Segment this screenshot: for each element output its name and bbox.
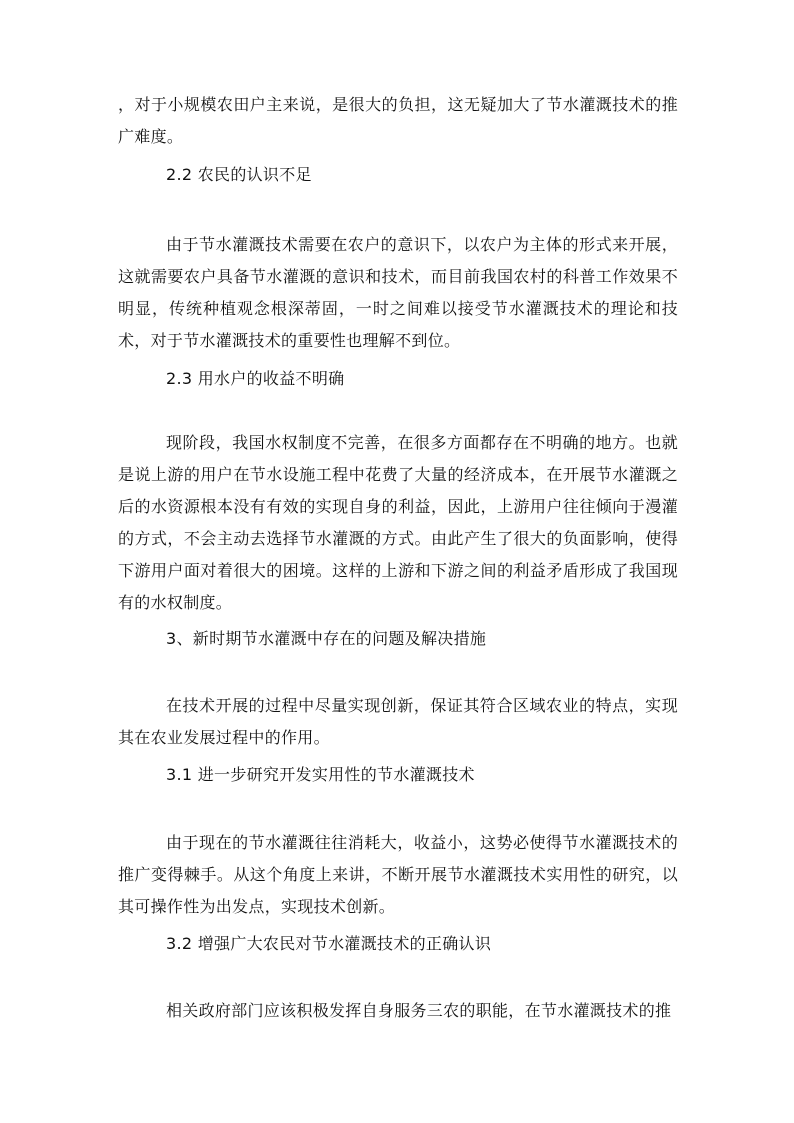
paragraph-cost-burden: ，对于小规模农田户主来说，是很大的负担，这无疑加大了节水灌溉技术的推广难度。: [118, 95, 678, 146]
paragraph-water-rights: 现阶段，我国水权制度不完善，在很多方面都存在不明确的地方。也就是说上游的用户在节水设施工程中花费了大量的经济成本，在开展节水灌溉之后的水资源根本没有有效的实现自身的利益，因此，上游用户往往倾向于漫灌的方式，不会主动去选择节水灌溉的方式。由此产生了很大的负面影响，使得下游用户面对着很大的困境。这样的上游和下游之间的利益矛盾形成了我国现有的水权制度。: [118, 433, 678, 612]
heading-2-3: 2.3 用水户的收益不明确: [166, 369, 345, 388]
heading-3: 3、新时期节水灌溉中存在的问题及解决措施: [166, 629, 487, 648]
heading-3-2: 3.2 增强广大农民对节水灌溉技术的正确认识: [166, 934, 492, 953]
paragraph-government-role: 相关政府部门应该积极发挥自身服务三农的职能，在节水灌溉技术的推: [166, 1001, 672, 1020]
paragraph-innovation: 在技术开展的过程中尽量实现创新，保证其符合区域农业的特点，实现其在农业发展过程中的作用。: [118, 696, 678, 747]
paragraph-farmer-awareness: 由于节水灌溉技术需要在农户的意识下，以农户为主体的形式来开展，这就需要农户具备节水灌溉的意识和技术，而目前我国农村的科普工作效果不明显，传统种植观念根深蒂固，一时之间难以接受节水灌溉技术的理论和技术，对于节水灌溉技术的重要性也理解不到位。: [118, 235, 678, 350]
heading-2-2: 2.2 农民的认识不足: [166, 165, 312, 184]
paragraph-practical-research: 由于现在的节水灌溉往往消耗大，收益小，这势必使得节水灌溉技术的推广变得棘手。从这个角度上来讲，不断开展节水灌溉技术实用性的研究，以其可操作性为出发点，实现技术创新。: [118, 833, 678, 916]
heading-3-1: 3.1 进一步研究开发实用性的节水灌溉技术: [166, 765, 475, 784]
